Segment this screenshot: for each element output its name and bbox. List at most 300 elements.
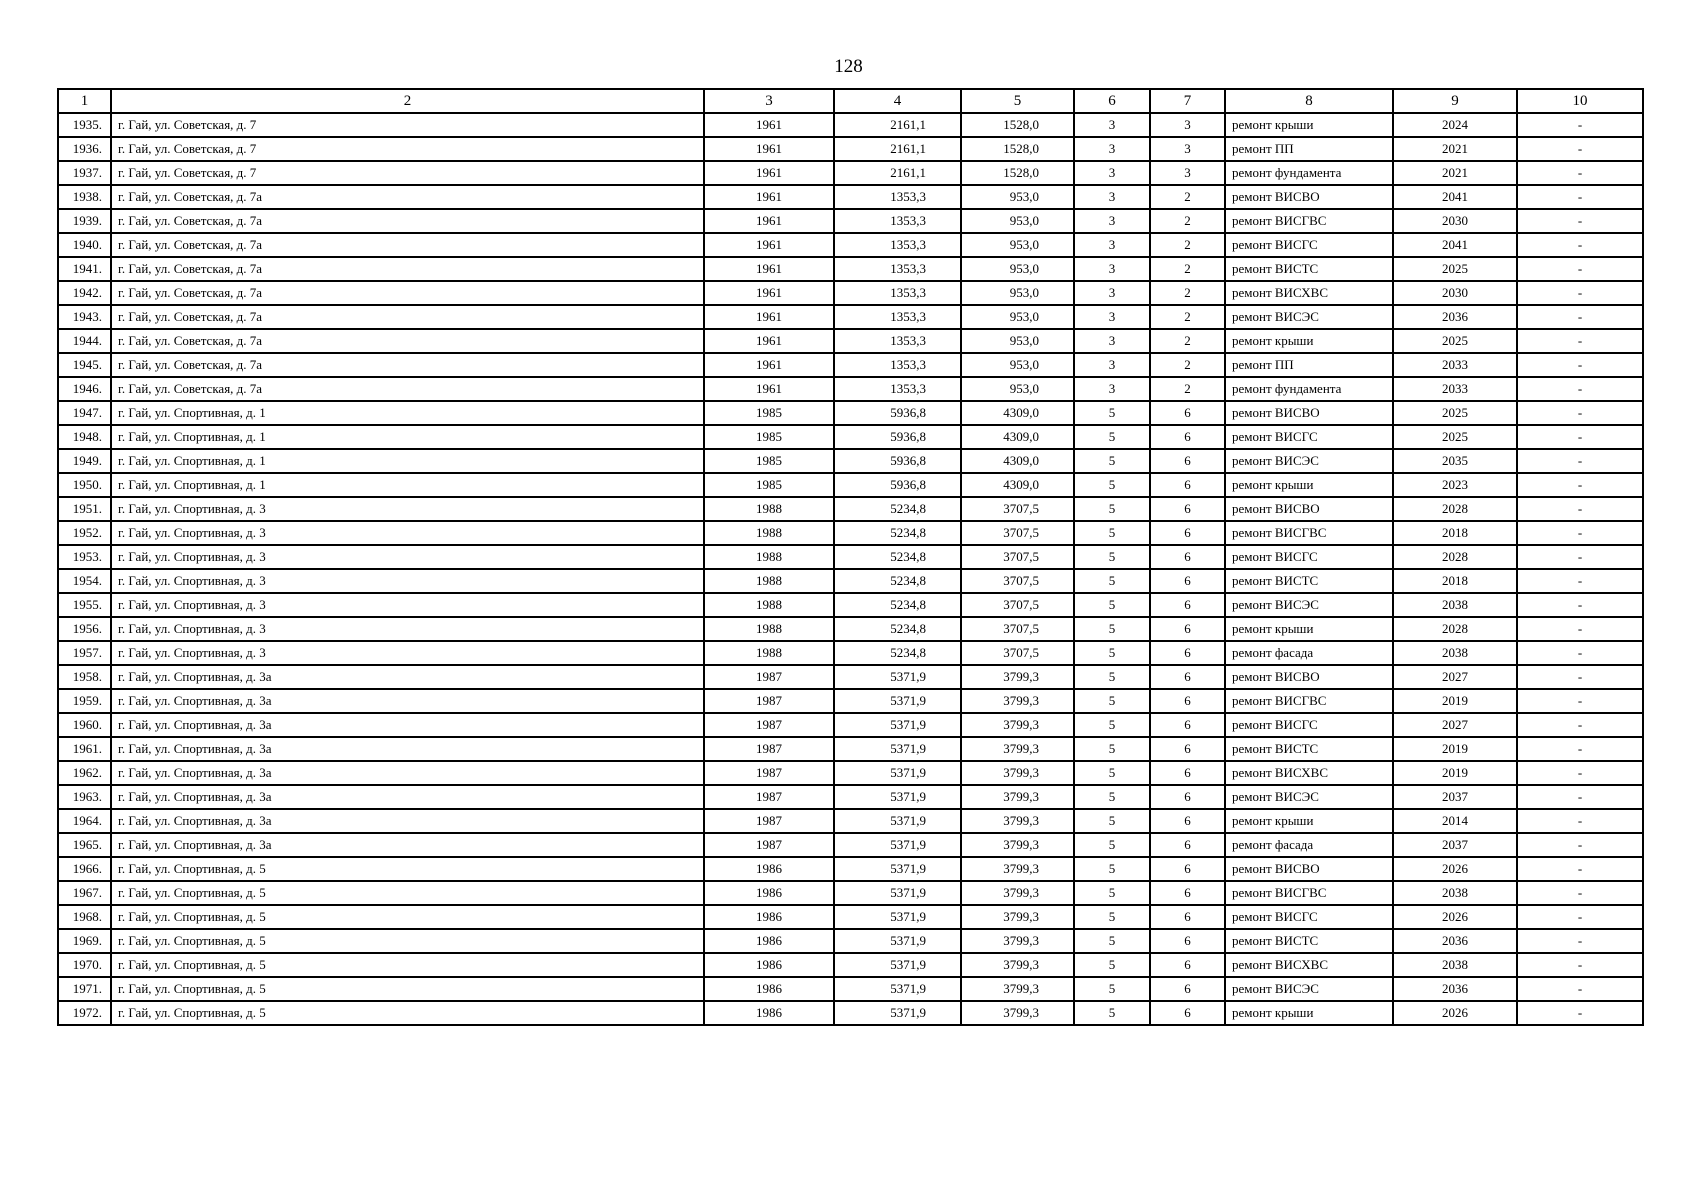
table-cell: 2036 <box>1393 929 1517 953</box>
table-row <box>58 185 1643 209</box>
table-cell: - <box>1517 233 1643 257</box>
table-cell: 3799,3 <box>961 953 1074 977</box>
table-row <box>58 977 1643 1001</box>
table-cell: 1987 <box>704 713 834 737</box>
table-cell: 1528,0 <box>961 113 1074 137</box>
table-cell: г. Гай, ул. Спортивная, д. 3а <box>111 833 704 857</box>
table-cell: - <box>1517 401 1643 425</box>
table-row <box>58 449 1643 473</box>
table-cell: 2038 <box>1393 953 1517 977</box>
table-cell: 5371,9 <box>834 785 961 809</box>
table-cell: ремонт ВИСГВС <box>1225 881 1393 905</box>
table-cell: ремонт ВИСГС <box>1225 905 1393 929</box>
table-cell: ремонт фасада <box>1225 833 1393 857</box>
table-cell: 1961. <box>58 737 111 761</box>
table-cell: - <box>1517 833 1643 857</box>
table-cell: 5 <box>1074 449 1150 473</box>
table-row <box>58 233 1643 257</box>
table-cell: - <box>1517 689 1643 713</box>
table-cell: 5234,8 <box>834 617 961 641</box>
table-cell: - <box>1517 209 1643 233</box>
table-cell: г. Гай, ул. Советская, д. 7 <box>111 161 704 185</box>
table-cell: г. Гай, ул. Спортивная, д. 3 <box>111 545 704 569</box>
table-cell: 1353,3 <box>834 185 961 209</box>
table-row <box>58 809 1643 833</box>
table-cell: 5371,9 <box>834 881 961 905</box>
table-cell: 5 <box>1074 929 1150 953</box>
table-cell: г. Гай, ул. Спортивная, д. 3а <box>111 737 704 761</box>
table-cell: 5371,9 <box>834 665 961 689</box>
table-cell: 2025 <box>1393 401 1517 425</box>
table-cell: - <box>1517 665 1643 689</box>
table-cell: 1987 <box>704 761 834 785</box>
table-body <box>58 113 1643 1025</box>
table-cell: - <box>1517 473 1643 497</box>
table-cell: 3 <box>1074 185 1150 209</box>
table-cell: ремонт ВИСВО <box>1225 857 1393 881</box>
table-cell: ремонт фундамента <box>1225 377 1393 401</box>
table-cell: 5 <box>1074 569 1150 593</box>
table-cell: ремонт ВИСГВС <box>1225 209 1393 233</box>
table-row <box>58 209 1643 233</box>
table-cell: 6 <box>1150 473 1225 497</box>
table-cell: г. Гай, ул. Спортивная, д. 3а <box>111 689 704 713</box>
table-cell: 5 <box>1074 521 1150 545</box>
table-cell: 6 <box>1150 833 1225 857</box>
table-cell: ремонт ВИСТС <box>1225 257 1393 281</box>
table-cell: - <box>1517 1001 1643 1025</box>
column-header: 5 <box>961 89 1074 113</box>
table-cell: 3707,5 <box>961 617 1074 641</box>
table-cell: 2 <box>1150 209 1225 233</box>
table-cell: 6 <box>1150 953 1225 977</box>
table-cell: г. Гай, ул. Советская, д. 7а <box>111 233 704 257</box>
table-cell: 3799,3 <box>961 929 1074 953</box>
table-cell: 1986 <box>704 1001 834 1025</box>
table-cell: 5234,8 <box>834 497 961 521</box>
table-cell: 2038 <box>1393 641 1517 665</box>
table-cell: 1353,3 <box>834 329 961 353</box>
table-row <box>58 329 1643 353</box>
table-cell: г. Гай, ул. Советская, д. 7а <box>111 353 704 377</box>
table-cell: 1943. <box>58 305 111 329</box>
table-cell: 5234,8 <box>834 521 961 545</box>
table-cell: - <box>1517 593 1643 617</box>
table-cell: 1970. <box>58 953 111 977</box>
table-cell: 953,0 <box>961 353 1074 377</box>
table-cell: 2036 <box>1393 305 1517 329</box>
table-cell: 2161,1 <box>834 137 961 161</box>
table-cell: г. Гай, ул. Спортивная, д. 1 <box>111 449 704 473</box>
table-cell: г. Гай, ул. Спортивная, д. 3 <box>111 593 704 617</box>
table-cell: ремонт ВИСГС <box>1225 233 1393 257</box>
table-cell: 1945. <box>58 353 111 377</box>
table-cell: 1961 <box>704 305 834 329</box>
table-cell: 5371,9 <box>834 833 961 857</box>
table-cell: - <box>1517 449 1643 473</box>
table-cell: 6 <box>1150 785 1225 809</box>
table-cell: г. Гай, ул. Спортивная, д. 5 <box>111 857 704 881</box>
table-cell: 3 <box>1074 209 1150 233</box>
table-cell: 1940. <box>58 233 111 257</box>
table-cell: 6 <box>1150 881 1225 905</box>
table-cell: 2019 <box>1393 737 1517 761</box>
table-cell: 6 <box>1150 665 1225 689</box>
table-cell: 1986 <box>704 857 834 881</box>
table-row <box>58 569 1643 593</box>
table-cell: 1528,0 <box>961 137 1074 161</box>
table-row <box>58 305 1643 329</box>
table-cell: 2023 <box>1393 473 1517 497</box>
table-cell: 3799,3 <box>961 689 1074 713</box>
table-cell: 1353,3 <box>834 377 961 401</box>
table-cell: 2 <box>1150 305 1225 329</box>
table-cell: 6 <box>1150 929 1225 953</box>
table-cell: ремонт крыши <box>1225 1001 1393 1025</box>
table-cell: 1961 <box>704 137 834 161</box>
table-cell: г. Гай, ул. Спортивная, д. 1 <box>111 425 704 449</box>
table-cell: 1987 <box>704 809 834 833</box>
table-cell: 1988 <box>704 593 834 617</box>
table-cell: ремонт ВИСЭС <box>1225 785 1393 809</box>
table-cell: 2161,1 <box>834 113 961 137</box>
table-cell: 5371,9 <box>834 953 961 977</box>
table-cell: 5 <box>1074 881 1150 905</box>
table-cell: 2014 <box>1393 809 1517 833</box>
table-row <box>58 161 1643 185</box>
table-cell: 6 <box>1150 689 1225 713</box>
table-cell: 3 <box>1074 161 1150 185</box>
table-cell: г. Гай, ул. Советская, д. 7а <box>111 209 704 233</box>
table-cell: г. Гай, ул. Спортивная, д. 3а <box>111 665 704 689</box>
table-row <box>58 785 1643 809</box>
table-cell: 5 <box>1074 905 1150 929</box>
table-cell: - <box>1517 353 1643 377</box>
table-cell: 6 <box>1150 641 1225 665</box>
table-cell: 1961 <box>704 233 834 257</box>
table-cell: 1986 <box>704 953 834 977</box>
table-cell: 3799,3 <box>961 977 1074 1001</box>
table-row <box>58 713 1643 737</box>
table-cell: 1961 <box>704 209 834 233</box>
table-cell: ремонт фундамента <box>1225 161 1393 185</box>
table-cell: 1955. <box>58 593 111 617</box>
table-cell: 5 <box>1074 665 1150 689</box>
table-cell: 3707,5 <box>961 569 1074 593</box>
table-cell: - <box>1517 281 1643 305</box>
table-cell: ремонт ВИСВО <box>1225 497 1393 521</box>
table-cell: 3707,5 <box>961 641 1074 665</box>
table-cell: 3 <box>1074 113 1150 137</box>
table-cell: - <box>1517 521 1643 545</box>
table-cell: 5371,9 <box>834 929 961 953</box>
table-cell: 1957. <box>58 641 111 665</box>
table-cell: 1952. <box>58 521 111 545</box>
table-cell: 1956. <box>58 617 111 641</box>
table-cell: 5 <box>1074 953 1150 977</box>
table-cell: 5 <box>1074 641 1150 665</box>
table-cell: - <box>1517 713 1643 737</box>
table-cell: 6 <box>1150 905 1225 929</box>
table-cell: 5371,9 <box>834 857 961 881</box>
table-cell: 1353,3 <box>834 353 961 377</box>
table-cell: 5 <box>1074 617 1150 641</box>
table-cell: 3 <box>1074 137 1150 161</box>
table-row <box>58 545 1643 569</box>
table-cell: ремонт ВИСЭС <box>1225 305 1393 329</box>
table-cell: 2030 <box>1393 281 1517 305</box>
table-cell: - <box>1517 617 1643 641</box>
table-cell: 1959. <box>58 689 111 713</box>
table-cell: 1988 <box>704 545 834 569</box>
table-cell: ремонт ВИСХВС <box>1225 761 1393 785</box>
table-cell: 1961 <box>704 377 834 401</box>
table-cell: 5371,9 <box>834 761 961 785</box>
table-cell: 2 <box>1150 281 1225 305</box>
table-row <box>58 857 1643 881</box>
table-cell: 6 <box>1150 425 1225 449</box>
table-cell: 5234,8 <box>834 545 961 569</box>
table-cell: г. Гай, ул. Спортивная, д. 5 <box>111 881 704 905</box>
table-cell: 5 <box>1074 737 1150 761</box>
table-cell: 5 <box>1074 401 1150 425</box>
column-header: 4 <box>834 89 961 113</box>
table-cell: 5 <box>1074 1001 1150 1025</box>
table-cell: 2 <box>1150 353 1225 377</box>
table-cell: 1961 <box>704 281 834 305</box>
table-cell: 1935. <box>58 113 111 137</box>
table-cell: 6 <box>1150 737 1225 761</box>
table-cell: 1937. <box>58 161 111 185</box>
table-row <box>58 881 1643 905</box>
table-cell: г. Гай, ул. Спортивная, д. 3 <box>111 617 704 641</box>
table-cell: 5936,8 <box>834 401 961 425</box>
table-cell: 3 <box>1074 329 1150 353</box>
table-cell: 1986 <box>704 881 834 905</box>
table-cell: 1965. <box>58 833 111 857</box>
table-cell: - <box>1517 737 1643 761</box>
table-cell: 3799,3 <box>961 713 1074 737</box>
table-row <box>58 641 1643 665</box>
table-cell: 1988 <box>704 497 834 521</box>
table-cell: 3 <box>1150 137 1225 161</box>
table-cell: 3799,3 <box>961 905 1074 929</box>
table-cell: 1985 <box>704 401 834 425</box>
table-cell: 2 <box>1150 257 1225 281</box>
table-cell: 5 <box>1074 833 1150 857</box>
table-cell: 1942. <box>58 281 111 305</box>
table-cell: г. Гай, ул. Спортивная, д. 3а <box>111 713 704 737</box>
table-cell: 5 <box>1074 425 1150 449</box>
table-cell: г. Гай, ул. Спортивная, д. 3а <box>111 785 704 809</box>
table-cell: 2161,1 <box>834 161 961 185</box>
table-cell: г. Гай, ул. Советская, д. 7а <box>111 257 704 281</box>
table-cell: г. Гай, ул. Советская, д. 7 <box>111 137 704 161</box>
table-cell: 5371,9 <box>834 905 961 929</box>
table-cell: г. Гай, ул. Спортивная, д. 5 <box>111 929 704 953</box>
table-cell: 2024 <box>1393 113 1517 137</box>
table-cell: г. Гай, ул. Спортивная, д. 5 <box>111 905 704 929</box>
table-cell: 3799,3 <box>961 665 1074 689</box>
table-cell: 2041 <box>1393 233 1517 257</box>
table-cell: 5371,9 <box>834 737 961 761</box>
table-cell: 1987 <box>704 785 834 809</box>
table-cell: ремонт фасада <box>1225 641 1393 665</box>
table-row <box>58 113 1643 137</box>
table-cell: ремонт ВИСЭС <box>1225 977 1393 1001</box>
table-row <box>58 905 1643 929</box>
table-cell: 953,0 <box>961 281 1074 305</box>
table-cell: 3 <box>1150 161 1225 185</box>
table-cell: 953,0 <box>961 185 1074 209</box>
table-cell: 1954. <box>58 569 111 593</box>
table-cell: 1961 <box>704 185 834 209</box>
table-cell: 6 <box>1150 977 1225 1001</box>
table-cell: г. Гай, ул. Советская, д. 7а <box>111 305 704 329</box>
table-row <box>58 425 1643 449</box>
table-cell: 3799,3 <box>961 857 1074 881</box>
table-cell: 2027 <box>1393 713 1517 737</box>
table-cell: 1987 <box>704 833 834 857</box>
table-cell: г. Гай, ул. Спортивная, д. 3 <box>111 521 704 545</box>
table-cell: 3 <box>1074 281 1150 305</box>
table-cell: ремонт крыши <box>1225 113 1393 137</box>
table-cell: 5 <box>1074 761 1150 785</box>
table-cell: 2026 <box>1393 905 1517 929</box>
table-cell: 3 <box>1150 113 1225 137</box>
table-cell: 1988 <box>704 569 834 593</box>
table-cell: ремонт ВИСГВС <box>1225 521 1393 545</box>
table-cell: 1936. <box>58 137 111 161</box>
table-cell: ремонт крыши <box>1225 329 1393 353</box>
table-cell: 2 <box>1150 377 1225 401</box>
table-row <box>58 953 1643 977</box>
table-cell: 1971. <box>58 977 111 1001</box>
table-cell: - <box>1517 425 1643 449</box>
table-cell: 5 <box>1074 689 1150 713</box>
table-cell: 5 <box>1074 713 1150 737</box>
table-cell: 1961 <box>704 257 834 281</box>
table-cell: 1528,0 <box>961 161 1074 185</box>
table-cell: ремонт ВИСВО <box>1225 401 1393 425</box>
table-row <box>58 593 1643 617</box>
table-cell: - <box>1517 545 1643 569</box>
table-cell: 1961 <box>704 161 834 185</box>
table-cell: 1353,3 <box>834 233 961 257</box>
table-cell: 6 <box>1150 545 1225 569</box>
table-cell: 2037 <box>1393 785 1517 809</box>
table-cell: 3 <box>1074 353 1150 377</box>
table-cell: 1985 <box>704 473 834 497</box>
table-row <box>58 353 1643 377</box>
table-cell: 1963. <box>58 785 111 809</box>
table-cell: г. Гай, ул. Советская, д. 7а <box>111 281 704 305</box>
table-cell: 5371,9 <box>834 689 961 713</box>
table-cell: 5 <box>1074 545 1150 569</box>
table-cell: 1969. <box>58 929 111 953</box>
table-cell: г. Гай, ул. Спортивная, д. 1 <box>111 473 704 497</box>
table-cell: 6 <box>1150 569 1225 593</box>
table-cell: г. Гай, ул. Спортивная, д. 5 <box>111 953 704 977</box>
table-cell: 5 <box>1074 977 1150 1001</box>
table-row <box>58 257 1643 281</box>
table-cell: 1961 <box>704 353 834 377</box>
table-cell: 1985 <box>704 449 834 473</box>
table-cell: - <box>1517 161 1643 185</box>
table-row <box>58 929 1643 953</box>
table-cell: ремонт крыши <box>1225 473 1393 497</box>
column-header: 10 <box>1517 89 1643 113</box>
table-cell: - <box>1517 569 1643 593</box>
table-cell: 3 <box>1074 305 1150 329</box>
table-row <box>58 761 1643 785</box>
table-cell: 2025 <box>1393 257 1517 281</box>
table-cell: 1986 <box>704 929 834 953</box>
table-cell: 3707,5 <box>961 521 1074 545</box>
column-header: 6 <box>1074 89 1150 113</box>
table-cell: - <box>1517 137 1643 161</box>
table-cell: 2 <box>1150 233 1225 257</box>
table-cell: 1986 <box>704 977 834 1001</box>
table-cell: ремонт ВИСГС <box>1225 713 1393 737</box>
column-header: 1 <box>58 89 111 113</box>
table-cell: 1946. <box>58 377 111 401</box>
column-header: 8 <box>1225 89 1393 113</box>
table-cell: 1353,3 <box>834 209 961 233</box>
table-cell: ремонт ВИСЭС <box>1225 593 1393 617</box>
table-cell: ремонт ПП <box>1225 353 1393 377</box>
table-cell: 1961 <box>704 113 834 137</box>
table-cell: 2033 <box>1393 377 1517 401</box>
table-cell: - <box>1517 857 1643 881</box>
table-cell: 3 <box>1074 233 1150 257</box>
table-cell: 1938. <box>58 185 111 209</box>
table-cell: 1944. <box>58 329 111 353</box>
table-cell: г. Гай, ул. Спортивная, д. 5 <box>111 977 704 1001</box>
table-cell: 2025 <box>1393 329 1517 353</box>
table-cell: 2019 <box>1393 761 1517 785</box>
table-cell: 2019 <box>1393 689 1517 713</box>
table-header-row <box>58 89 1643 113</box>
table-cell: 3799,3 <box>961 881 1074 905</box>
table-cell: ремонт ПП <box>1225 137 1393 161</box>
table-cell: ремонт ВИСВО <box>1225 665 1393 689</box>
table-cell: 2021 <box>1393 161 1517 185</box>
table-cell: ремонт ВИСТС <box>1225 569 1393 593</box>
table-cell: 953,0 <box>961 305 1074 329</box>
table-cell: ремонт крыши <box>1225 617 1393 641</box>
table-cell: 3707,5 <box>961 545 1074 569</box>
table-cell: 2021 <box>1393 137 1517 161</box>
table-row <box>58 689 1643 713</box>
table-cell: 3799,3 <box>961 809 1074 833</box>
table-cell: ремонт ВИСХВС <box>1225 953 1393 977</box>
table-cell: 6 <box>1150 617 1225 641</box>
table-row <box>58 137 1643 161</box>
table-cell: ремонт ВИСХВС <box>1225 281 1393 305</box>
table-cell: 2037 <box>1393 833 1517 857</box>
table-cell: 6 <box>1150 401 1225 425</box>
table-cell: 953,0 <box>961 209 1074 233</box>
table-cell: 6 <box>1150 449 1225 473</box>
table-cell: - <box>1517 809 1643 833</box>
table-cell: 1964. <box>58 809 111 833</box>
table-cell: 2033 <box>1393 353 1517 377</box>
page-number: 128 <box>834 56 863 77</box>
table-cell: - <box>1517 641 1643 665</box>
table-cell: ремонт ВИСГС <box>1225 425 1393 449</box>
column-header: 2 <box>111 89 704 113</box>
